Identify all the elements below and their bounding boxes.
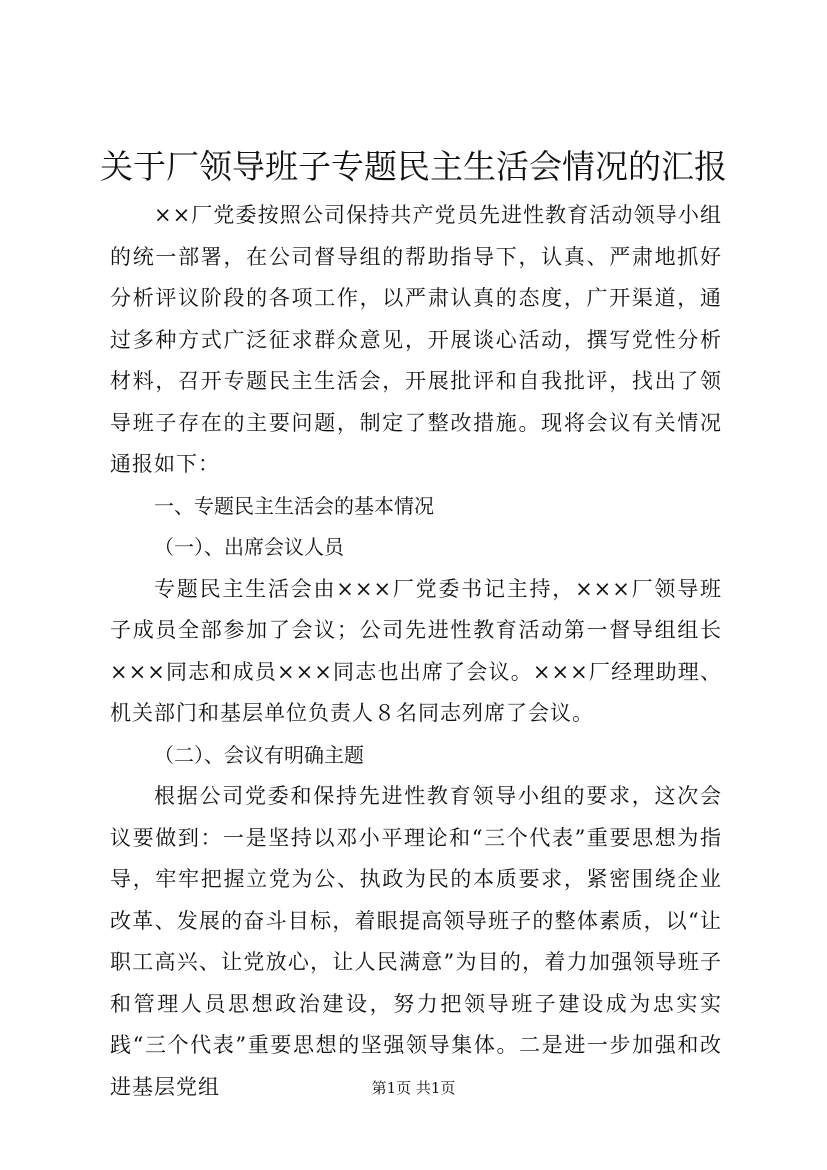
section-heading-basic-situation: 一、专题民主生活会的基本情况 [154, 493, 434, 518]
document-body [110, 195, 722, 1108]
subsection-heading-theme: （二）、会议有明确主题 [154, 742, 364, 767]
attendees-paragraph: 专题民主生活会由×××厂党委书记主持，×××厂领导班子成员全部参加了会议；公司先进性教育活动第一督导组组长×××同志和成员×××同志也出席了会议。×××厂经理助理、机关部门和基层单位负责人８名同志列席了会议。 [110, 576, 722, 725]
intro-paragraph: ××厂党委按照公司保持共产党员先进性教育活动领导小组的统一部署，在公司督导组的帮助指导下，认真、严肃地抓好分析评议阶段的各项工作，以严肃认真的态度，广开渠道，通过多种方式广泛征求群众意见，开展谈心活动，撰写党性分析材料，召开专题民主生活会，开展批评和自我批评，找出了领导班子存在的主要问题，制定了整改措施。现将会议有关情况通报如下： [110, 203, 722, 476]
page-number-footer: 第1页 共1页 [371, 1079, 456, 1097]
document-title: 关于厂领导班子专题民主生活会情况的汇报 [100, 147, 727, 186]
theme-paragraph: 根据公司党委和保持先进性教育领导小组的要求，这次会议要做到：一是坚持以邓小平理论和“三个代表”重要思想为指导，牢牢把握立党为公、执政为民的本质要求，紧密围绕企业改革、发展的奋斗目标，着眼提高领导班子的整体素质，以“让职工高兴、让党放心，让人民满意”为目的，着力加强领导班子和管理人员思想政治建设，努力把领导班子建设成为忠实实践“三个代表”重要思想的坚强领导集体。二是进一步加强和改进基层党组 [110, 784, 722, 1099]
subsection-heading-attendees: （一）、出席会议人员 [154, 535, 344, 559]
